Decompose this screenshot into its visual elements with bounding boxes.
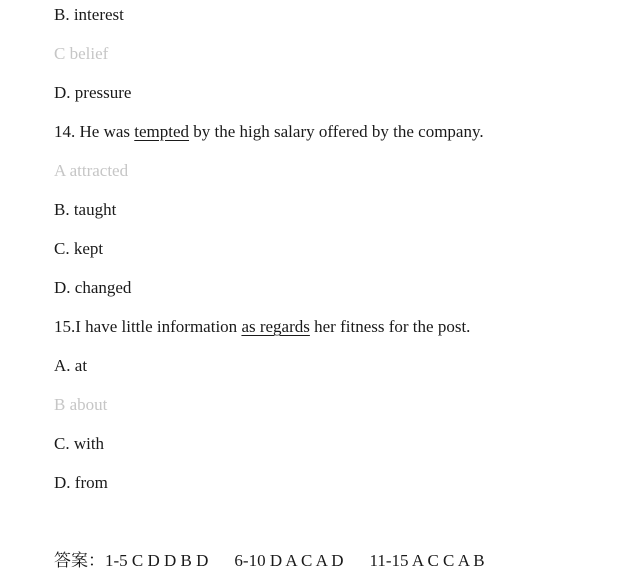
option-14-a: A attracted — [54, 161, 129, 180]
answer-group-6-10: 6-10 D A C A D — [234, 551, 344, 570]
option-13-c: C belief — [54, 44, 109, 63]
question-15-keyword: as regards — [241, 317, 310, 336]
answer-key-label: 答案： — [54, 551, 105, 570]
option-13-d: D. pressure — [54, 83, 132, 102]
question-15-stem — [54, 317, 470, 337]
option-14-b: B. taught — [54, 200, 117, 219]
question-14-keyword: tempted — [134, 122, 190, 141]
option-15-d: D. from — [54, 473, 108, 492]
option-15-b: B about — [54, 395, 108, 414]
option-14-c: C. kept — [54, 239, 104, 258]
answer-group-1-5: 1-5 C D D B D — [105, 551, 209, 570]
question-15-prefix: 15.I have little information — [54, 317, 242, 336]
question-14-stem — [54, 122, 484, 142]
answer-key — [54, 551, 485, 571]
option-15-c: C. with — [54, 434, 105, 453]
question-15-suffix: her fitness for the post. — [309, 317, 471, 336]
question-14-suffix: by the high salary offered by the company. — [189, 122, 484, 141]
option-13-b: B. interest — [54, 5, 124, 24]
question-14-prefix: 14. He was — [54, 122, 135, 141]
answer-group-11-15: 11-15 A C C A B — [369, 551, 485, 570]
option-15-a: A. at — [54, 356, 88, 375]
option-14-d: D. changed — [54, 278, 132, 297]
